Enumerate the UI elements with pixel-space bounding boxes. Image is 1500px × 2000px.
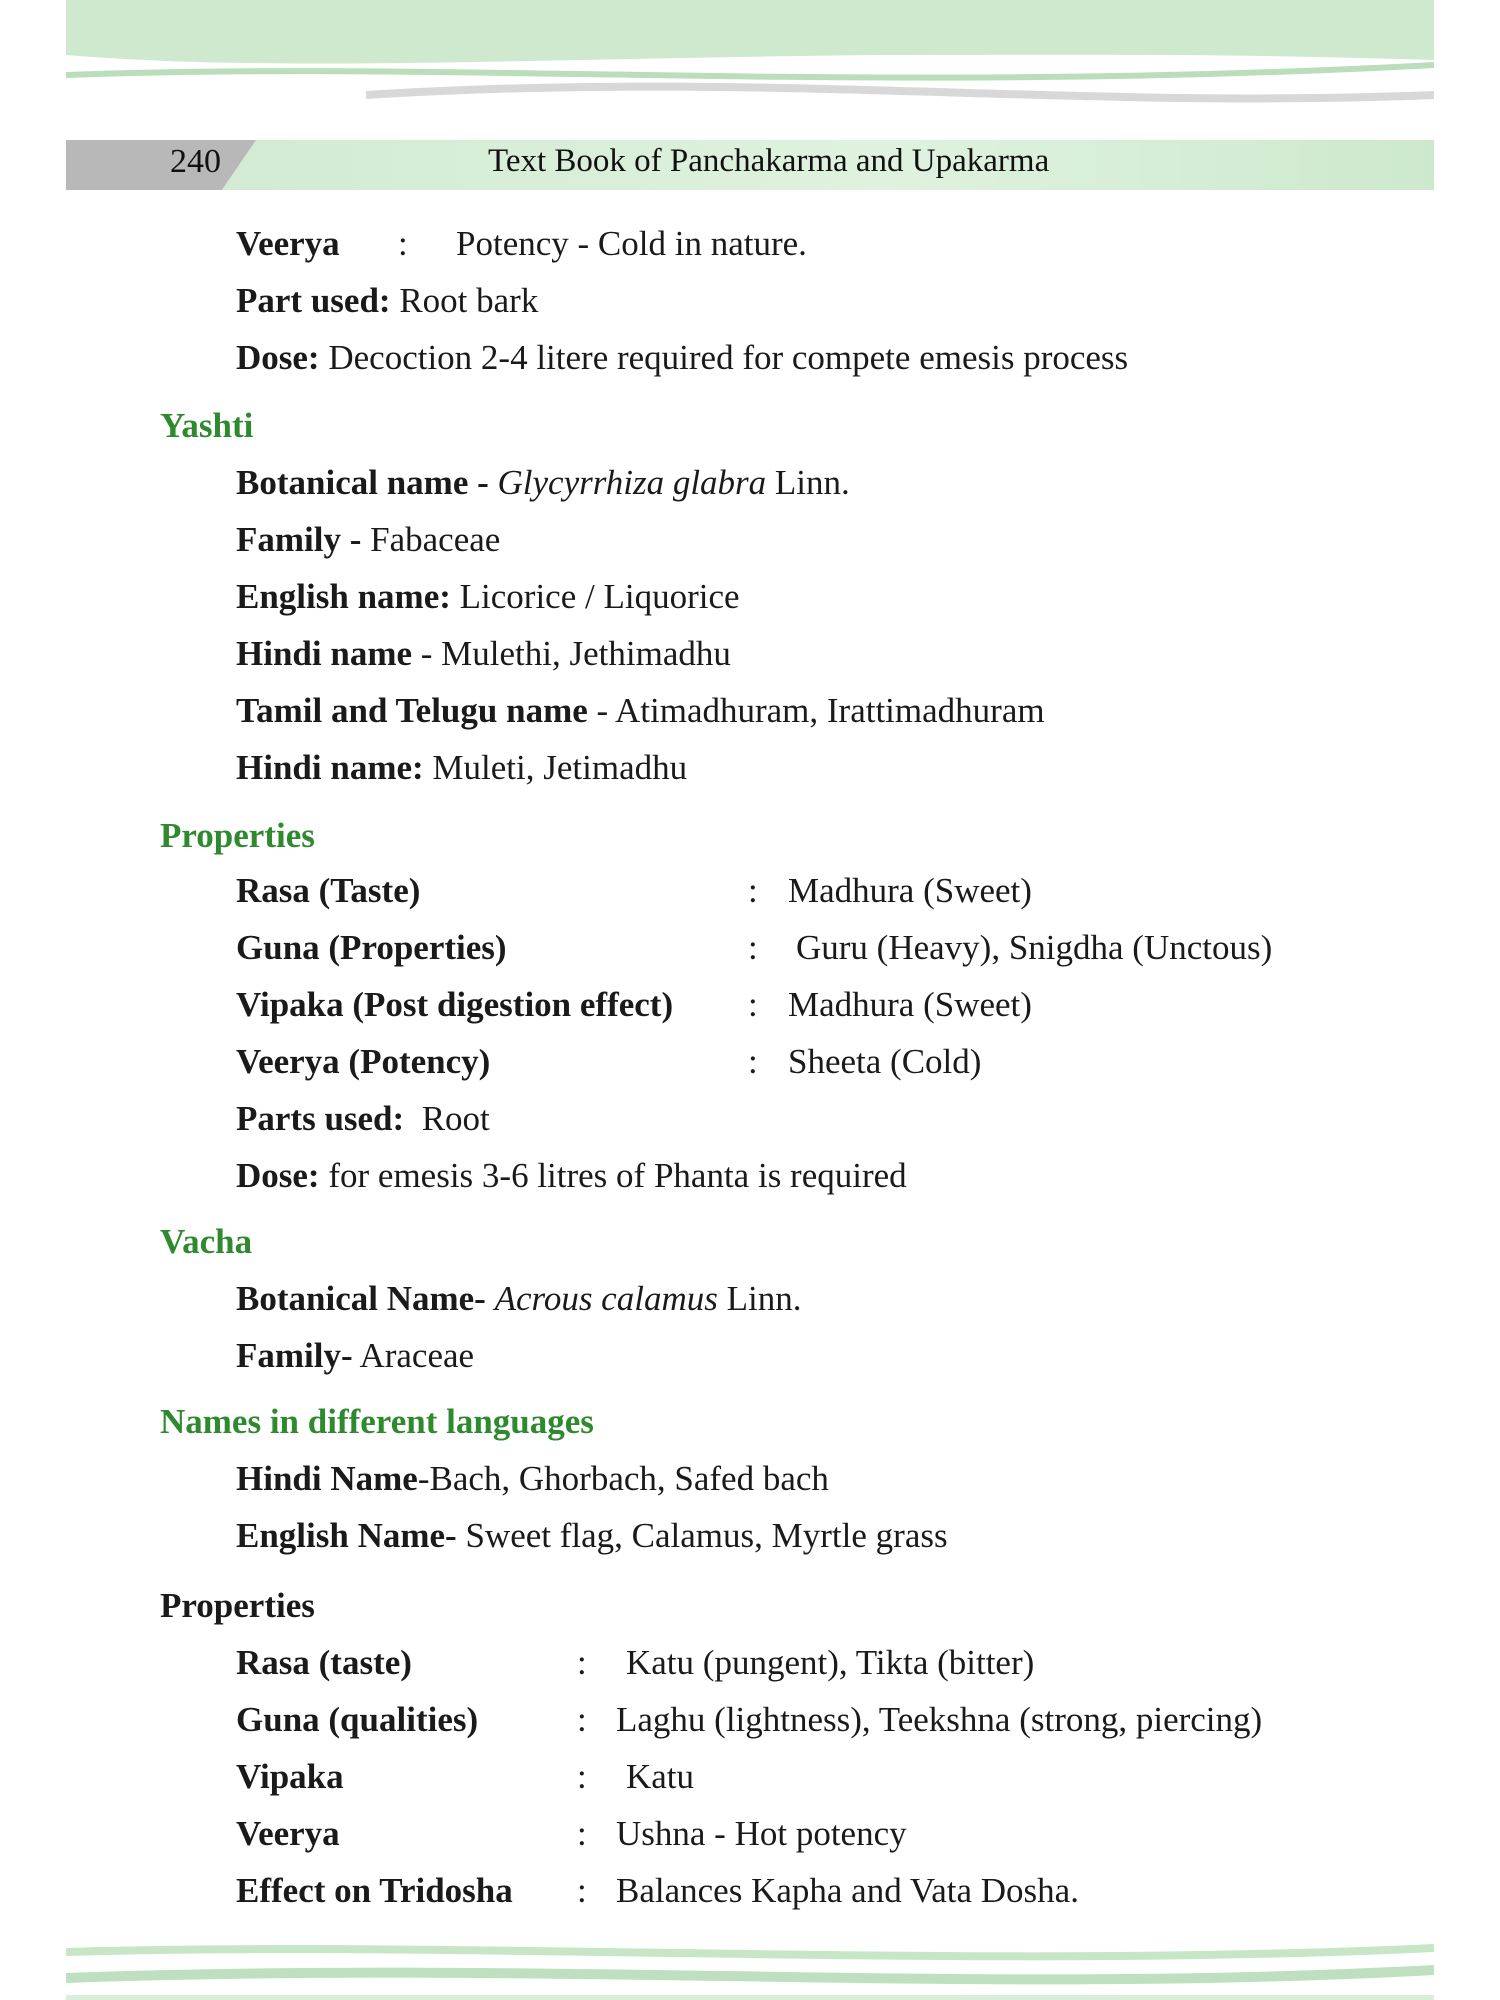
property-label: Vipaka [236,1757,344,1796]
property-value: Guru (Heavy), Snigdha (Unctous) [796,928,1273,967]
property-label: Guna (Properties) [236,928,507,967]
property-label: Rasa (Taste) [236,871,421,910]
property-value: Madhura (Sweet) [788,871,1032,910]
property-value: Laghu (lightness), Teekshna (strong, piercing) [616,1700,1263,1739]
vacha-heading: Vacha [160,1222,253,1261]
part-used-line: Part used: Root bark [236,281,539,320]
property-colon: : [748,985,758,1024]
property-label: Rasa (taste) [236,1643,412,1682]
property-colon: : [748,1042,758,1081]
property-value: Sheeta (Cold) [788,1042,982,1081]
property-colon: : [748,871,758,910]
property-colon: : [748,928,758,967]
yashti-heading: Yashti [160,406,254,445]
property-label: Vipaka (Post digestion effect) [236,985,674,1024]
veerya-colon: : [398,224,408,263]
property-value: Balances Kapha and Vata Dosha. [616,1871,1079,1910]
property-label: Effect on Tridosha [236,1871,513,1910]
vacha-names-heading: Names in different languages [160,1402,594,1441]
yashti-parts-used: Parts used: Root [236,1099,490,1138]
page-number: 240 [170,143,221,180]
veerya-value: Potency - Cold in nature. [456,224,807,263]
property-label: Veerya (Potency) [236,1042,491,1081]
yashti-dose: Dose: for emesis 3-6 litres of Phanta is required [236,1156,907,1195]
vacha-properties-heading: Properties [160,1586,315,1625]
property-colon: : [577,1700,587,1739]
bottom-decorative-band [66,1940,1434,2000]
yashti-family: Family - Fabaceae [236,520,501,559]
property-value: Katu (pungent), Tikta (bitter) [626,1643,1035,1682]
property-colon: : [577,1814,587,1853]
yashti-hindi-name-2: Hindi name: Muleti, Jetimadhu [236,748,688,787]
running-title: Text Book of Panchakarma and Upakarma [488,143,1050,179]
property-colon: : [577,1757,587,1796]
top-decorative-band [66,0,1434,130]
yashti-english-name: English name: Licorice / Liquorice [236,577,740,616]
property-label: Guna (qualities) [236,1700,479,1739]
property-colon: : [577,1643,587,1682]
property-label: Veerya [236,1814,340,1853]
vacha-hindi-name: Hindi Name-Bach, Ghorbach, Safed bach [236,1459,829,1498]
property-value: Ushna - Hot potency [616,1814,907,1853]
veerya-line: Veerya [236,224,340,263]
vacha-english-name: English Name- Sweet flag, Calamus, Myrtle grass [236,1516,948,1555]
vacha-family: Family- Araceae [236,1336,475,1375]
yashti-tamil-telugu-name: Tamil and Telugu name - Atimadhuram, Irattimadhuram [236,691,1045,730]
vacha-botanical-name: Botanical Name- Acrous calamus Linn. [236,1279,802,1318]
dose-line: Dose: Decoction 2-4 litere required for compete emesis process [236,338,1129,377]
property-colon: : [577,1871,587,1910]
property-value: Madhura (Sweet) [788,985,1032,1024]
yashti-properties-heading: Properties [160,816,315,855]
yashti-hindi-name: Hindi name - Mulethi, Jethimadhu [236,634,731,673]
property-value: Katu [626,1757,695,1796]
yashti-botanical-name: Botanical name - Glycyrrhiza glabra Linn. [236,463,850,502]
